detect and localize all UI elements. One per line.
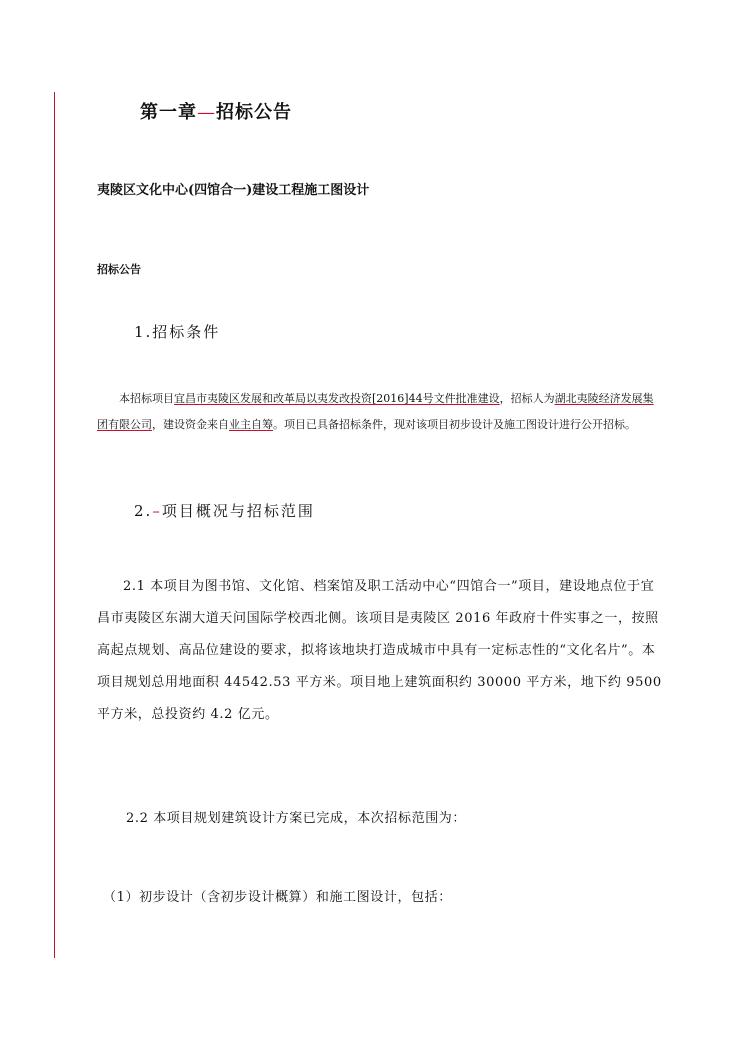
chapter-number: 第一章 (140, 102, 197, 123)
chapter-name: 招标公告 (216, 102, 292, 123)
section2-text: 项目概况与招标范围 (161, 502, 315, 520)
list-item-1: （1）初步设计（含初步设计概算）和施工图设计，包括： (103, 890, 452, 905)
paragraph-2-2: 2.2 本项目规划建筑设计方案已完成，本次招标范围为： (126, 811, 467, 826)
para1-tenderer: 湖北夷陵经济发展集团有限公司 (97, 392, 654, 431)
section2-heading (134, 500, 315, 521)
section1-paragraph (97, 386, 661, 438)
para1-text-2: ，招标人为 (499, 392, 555, 405)
section2-number: 2. (134, 502, 153, 520)
notice-label: 招标公告 (97, 263, 141, 276)
project-title: 夷陵区文化中心(四馆合一)建设工程施工图设计 (97, 183, 370, 198)
paragraph-2-1-text: 2.1 本项目为图书馆、文化馆、档案馆及职工活动中心“四馆合一”项目，建设地点位于宜昌市夷陵区东湖大道天问国际学校西北侧。该项目是夷陵区 2016 年政府十件实事之一，按照高起点规划、高品位建设的要求，拟将该地块打造成城市中具有一定标志性的“文化名片”。本项目规划总用地面积 44542.53 平方米。项目地上建筑面积约 30000 平方米，地下约 9500 平方米，总投资约 4.2 亿元。 (97, 579, 662, 722)
para1-text-3: ，建设资金来自 (152, 418, 229, 431)
paragraph-2-1 (97, 571, 667, 731)
chapter-dash: — (197, 102, 216, 123)
chapter-title (140, 98, 292, 124)
margin-line (54, 92, 55, 958)
para1-approval: 宜昌市夷陵区发展和改革局以夷发改投资[2016]44号文件批准建设 (174, 392, 500, 405)
section1-heading: 1.招标条件 (134, 323, 221, 341)
para1-funding: 业主自筹 (229, 418, 273, 431)
section2-dash: – (152, 502, 162, 520)
para1-text-4: 。项目已具备招标条件，现对该项目初步设计及施工图设计进行公开招标。 (273, 418, 636, 431)
para1-text-1: 本招标项目 (119, 392, 174, 405)
